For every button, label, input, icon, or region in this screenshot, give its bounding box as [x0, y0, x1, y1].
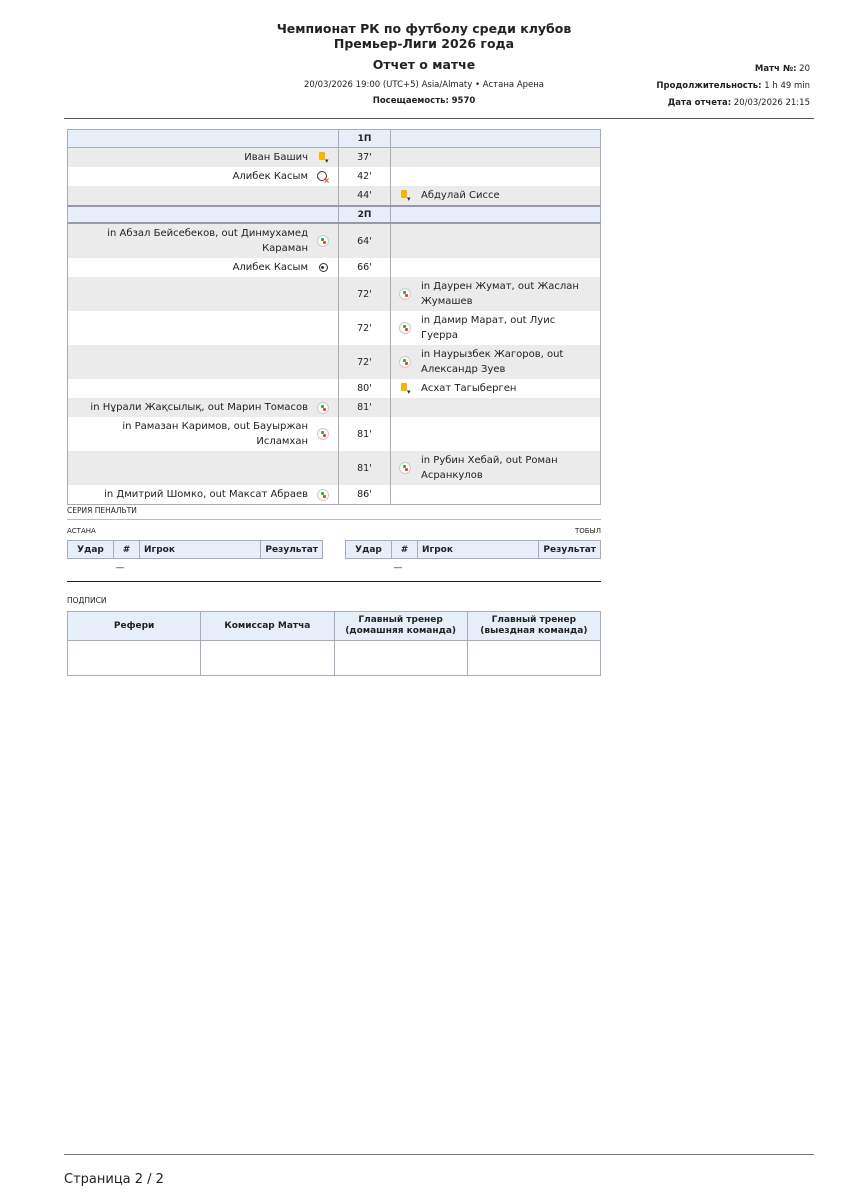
penalty-away-team: ТОБЫЛ — [574, 527, 601, 535]
substitution-icon — [399, 288, 411, 300]
header-divider — [64, 118, 814, 119]
yellow-card-icon — [400, 383, 411, 394]
event-minute: 72' — [338, 345, 391, 379]
away-event-text: in Рубин Хебай, out Роман Асранкулов — [421, 455, 558, 481]
col-player: Игрок — [418, 541, 539, 559]
period-header-row — [67, 129, 601, 148]
event-row — [67, 277, 601, 311]
sig-home-coach-header: Главный тренер (домашняя команда) — [334, 612, 467, 641]
event-minute: 80' — [338, 379, 391, 398]
period-header-row — [67, 205, 601, 224]
yellow-card-icon — [318, 152, 329, 163]
col-number: # — [392, 541, 418, 559]
penalty-table-home — [67, 540, 323, 577]
home-event-text: in Абзал Бейсебеков, out Динмухамед Караман — [107, 228, 308, 254]
event-minute: 42' — [338, 167, 391, 186]
event-minute: 37' — [338, 148, 391, 167]
col-result: Результат — [539, 541, 601, 559]
yellow-card-icon — [400, 190, 411, 201]
event-minute: 64' — [338, 224, 391, 258]
substitution-icon — [317, 402, 329, 414]
page-number: Страница 2 / 2 — [64, 1172, 164, 1187]
event-minute: 86' — [338, 485, 391, 504]
substitution-icon — [317, 489, 329, 501]
event-minute: 66' — [338, 258, 391, 277]
report-date: Дата отчета: 20/03/2026 21:15 — [667, 98, 810, 108]
attendance: Посещаемость: 9570 — [372, 96, 476, 106]
away-event-text: Асхат Тагыберген — [421, 383, 517, 394]
home-event-text: in Дмитрий Шомко, out Максат Абраев — [104, 489, 308, 500]
home-event-text: in Нұрали Жақсылық, out Марин Томасов — [90, 402, 308, 413]
home-event-text: Алибек Касым — [232, 171, 308, 182]
home-event-text: Алибек Касым — [232, 262, 308, 273]
sig-referee-header: Рефери — [68, 612, 201, 641]
col-player: Игрок — [140, 541, 261, 559]
home-event-text: in Рамазан Каримов, out Бауыржан Исламхан — [122, 421, 308, 447]
event-row — [67, 258, 601, 277]
penalty-section-title: СЕРИЯ ПЕНАЛЬТИ — [67, 506, 137, 515]
event-row — [67, 451, 601, 485]
event-row — [67, 485, 601, 505]
col-shot: Удар — [346, 541, 392, 559]
substitution-icon — [317, 235, 329, 247]
sig-commissioner-header: Комиссар Матча — [201, 612, 334, 641]
substitution-icon — [399, 322, 411, 334]
penalty-table-away — [345, 540, 601, 577]
event-row — [67, 167, 601, 186]
substitution-icon — [317, 428, 329, 440]
event-row — [67, 345, 601, 379]
penalty-divider — [67, 519, 601, 520]
penalty-empty: — — [393, 562, 403, 573]
report-title: Чемпионат РК по футболу среди клубов Премьер-Лиги 2026 года — [276, 21, 572, 51]
substitution-icon — [399, 356, 411, 368]
substitution-icon — [399, 462, 411, 474]
goal-icon — [319, 263, 328, 272]
sig-away-coach-cell[interactable] — [467, 641, 600, 676]
events-table — [67, 129, 601, 505]
penalty-bottom-divider — [67, 581, 601, 582]
disallowed-goal-icon — [317, 171, 329, 182]
event-minute: 81' — [338, 417, 391, 451]
event-minute: 81' — [338, 398, 391, 417]
sig-home-coach-cell[interactable] — [334, 641, 467, 676]
event-row — [67, 398, 601, 417]
event-minute: 44' — [338, 186, 391, 205]
away-event-text: in Дамир Марат, out Луис Гуерра — [421, 315, 556, 341]
event-row — [67, 224, 601, 258]
event-minute: 72' — [338, 277, 391, 311]
col-number: # — [114, 541, 140, 559]
penalty-home-team: АСТАНА — [67, 527, 96, 535]
away-event-text: in Даурен Жумат, out Жаслан Жумашев — [421, 281, 579, 307]
period-label: 1П — [338, 130, 391, 147]
match-info: 20/03/2026 19:00 (UTC+5) Asia/Almaty • Астана Арена — [303, 80, 545, 90]
sig-away-coach-header: Главный тренер (выездная команда) — [467, 612, 600, 641]
match-number: Матч №: 20 — [754, 64, 810, 74]
event-row — [67, 417, 601, 451]
away-event-text: in Наурызбек Жагоров, out Александр Зуев — [421, 349, 564, 375]
sig-referee-cell[interactable] — [68, 641, 201, 676]
event-minute: 81' — [338, 451, 391, 485]
footer-divider — [64, 1154, 814, 1155]
event-row — [67, 148, 601, 167]
event-row — [67, 311, 601, 345]
match-duration: Продолжительность: 1 h 49 min — [656, 81, 810, 91]
event-row — [67, 186, 601, 205]
period-label: 2П — [338, 207, 391, 222]
event-row — [67, 379, 601, 398]
col-result: Результат — [261, 541, 323, 559]
penalty-empty: — — [115, 562, 125, 573]
report-subtitle: Отчет о матче — [372, 57, 476, 72]
sig-commissioner-cell[interactable] — [201, 641, 334, 676]
signatures-section-title: ПОДПИСИ — [67, 596, 107, 605]
away-event-text: Абдулай Сиссе — [421, 190, 500, 201]
col-shot: Удар — [68, 541, 114, 559]
event-minute: 72' — [338, 311, 391, 345]
home-event-text: Иван Башич — [244, 152, 308, 163]
signatures-table — [67, 611, 601, 676]
